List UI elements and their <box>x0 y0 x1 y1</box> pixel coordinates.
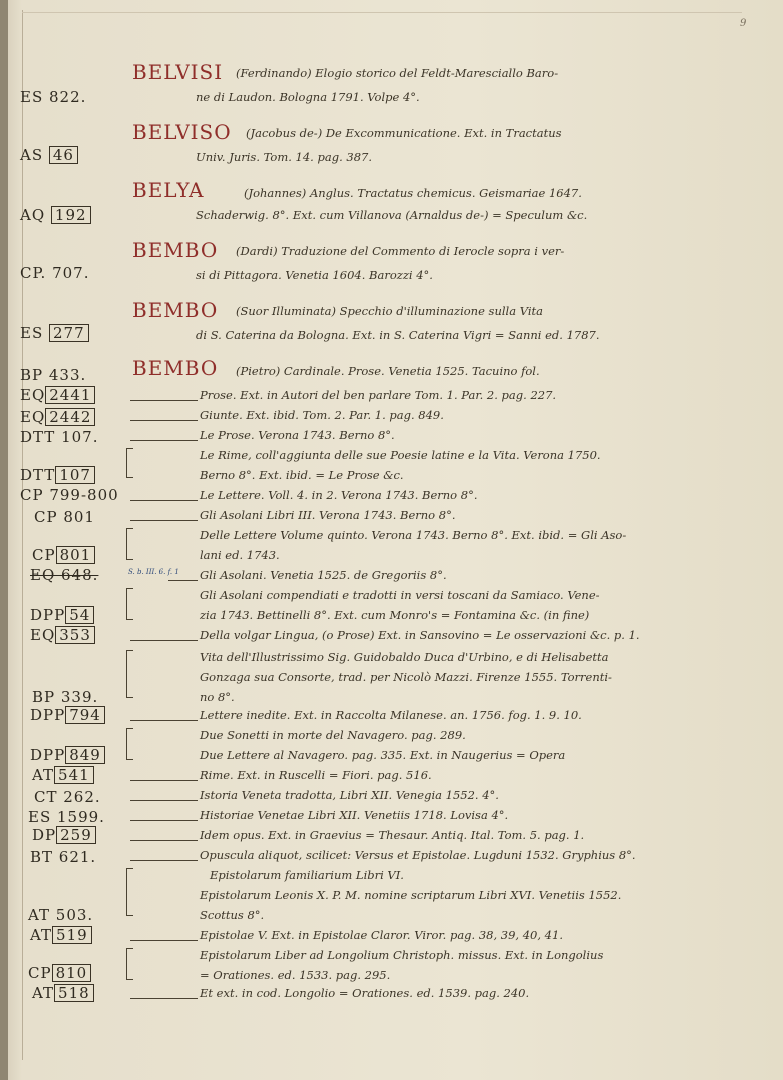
bracket <box>126 868 133 916</box>
work-line: zia 1743. Bettinelli 8°. Ext. cum Monro's = Fontamina &c. (in fine) <box>200 608 590 622</box>
shelfmark: DPP 794 <box>30 706 105 724</box>
shelfmark: BP 433. <box>20 366 87 384</box>
shelfmark: AT 541 <box>32 766 94 784</box>
shelfmark: CP. 707. <box>20 264 90 282</box>
work-line: Rime. Ext. in Ruscelli = Fiori. pag. 516. <box>200 768 432 782</box>
work-line: Epistolarum Liber ad Longolium Christoph. missus. Ext. in Longolius <box>200 948 604 962</box>
work-line: Gli Asolani compendiati e tradotti in versi toscani da Samiaco. Vene- <box>200 588 600 602</box>
bracket <box>126 448 133 478</box>
bracket <box>126 948 133 980</box>
entry-line: (Johannes) Anglus. Tractatus chemicus. Geismariae 1647. <box>244 186 582 200</box>
shelfmark: AT 503. <box>28 906 94 924</box>
ditto-rule <box>168 580 198 581</box>
work-line: Opuscula aliquot, scilicet: Versus et Epistolae. Lugduni 1532. Gryphius 8°. <box>200 848 636 862</box>
ditto-rule <box>130 998 198 999</box>
work-line: Giunte. Ext. ibid. Tom. 2. Par. 1. pag. 849. <box>200 408 444 422</box>
shelfmark: DPP 849 <box>30 746 105 764</box>
work-line: Istoria Veneta tradotta, Libri XII. Venegia 1552. 4°. <box>200 788 499 802</box>
entry-line: (Dardi) Traduzione del Commento di Ierocle sopra i ver- <box>236 244 565 258</box>
entry-heading: BEMBO <box>132 356 219 380</box>
ditto-rule <box>130 780 198 781</box>
shelfmark: EQ 353 <box>30 626 95 644</box>
work-line: Epistolae V. Ext. in Epistolae Claror. Viror. pag. 38, 39, 40, 41. <box>200 928 563 942</box>
ditto-rule <box>130 860 198 861</box>
work-line: Scottus 8°. <box>200 908 265 922</box>
shelfmark: CP 799-800 <box>20 486 119 504</box>
work-line: Lettere inedite. Ext. in Raccolta Milanese. an. 1756. fog. 1. 9. 10. <box>200 708 582 722</box>
folio-number: 9 <box>740 18 747 29</box>
shelfmark: AT 518 <box>32 984 94 1002</box>
work-line: Et ext. in cod. Longolio = Orationes. ed. 1539. pag. 240. <box>200 986 530 1000</box>
top-rule <box>22 12 742 13</box>
ditto-rule <box>130 940 198 941</box>
work-line: Della volgar Lingua, (o Prose) Ext. in Sansovino = Le osservazioni &c. p. 1. <box>200 628 640 642</box>
shelfmark: CT 262. <box>34 788 101 806</box>
work-line: Gli Asolani Libri III. Verona 1743. Berno 8°. <box>200 508 456 522</box>
entry-line: (Ferdinando) Elogio storico del Feldt-Maresciallo Baro- <box>236 66 559 80</box>
ditto-rule <box>130 840 198 841</box>
ditto-rule <box>130 400 198 401</box>
work-line: Vita dell'Illustrissimo Sig. Guidobaldo Duca d'Urbino, e di Helisabetta <box>200 650 609 664</box>
shelfmark: CP 801 <box>34 508 95 526</box>
ditto-rule <box>130 500 198 501</box>
shelfmark: DPP 54 <box>30 606 94 624</box>
pencil-note: S. b. III. 6. f. 1 <box>128 568 179 576</box>
entry-line: (Suor Illuminata) Specchio d'illuminazione sulla Vita <box>236 304 543 318</box>
work-line: Historiae Venetae Libri XII. Venetiis 1718. Lovisa 4°. <box>200 808 509 822</box>
shelfmark: EQ 2441 <box>20 386 95 404</box>
shelfmark: DTT 107. <box>20 428 99 446</box>
shelfmark: DP 259 <box>32 826 96 844</box>
shelfmark: BT 621. <box>30 848 97 866</box>
entry-heading: BEMBO <box>132 298 219 322</box>
shelfmark: CP 810 <box>28 964 91 982</box>
work-line: Le Lettere. Voll. 4. in 2. Verona 1743. Berno 8°. <box>200 488 478 502</box>
work-line: Due Lettere al Navagero. pag. 335. Ext. in Naugerius = Opera <box>200 748 566 762</box>
work-line: no 8°. <box>200 690 235 704</box>
ditto-rule <box>130 820 198 821</box>
work-line: = Orationes. ed. 1533. pag. 295. <box>200 968 391 982</box>
work-line: lani ed. 1743. <box>200 548 280 562</box>
ditto-rule <box>130 520 198 521</box>
shelfmark: AT 519 <box>30 926 92 944</box>
entry-line: (Pietro) Cardinale. Prose. Venetia 1525. Tacuino fol. <box>236 364 540 378</box>
shelfmark-struck: EQ 648. <box>30 566 99 584</box>
entry-line: di S. Caterina da Bologna. Ext. in S. Caterina Vigri = Sanni ed. 1787. <box>196 328 600 342</box>
work-line: Idem opus. Ext. in Graevius = Thesaur. Antiq. Ital. Tom. 5. pag. 1. <box>200 828 585 842</box>
entry-line: ne di Laudon. Bologna 1791. Volpe 4°. <box>196 90 420 104</box>
shelfmark: ES 1599. <box>28 808 105 826</box>
shelfmark: ES 822. <box>20 88 87 106</box>
entry-line: Schaderwig. 8°. Ext. cum Villanova (Arnaldus de-) = Speculum &c. <box>196 208 588 222</box>
entry-line: Univ. Juris. Tom. 14. pag. 387. <box>196 150 372 164</box>
work-line: Le Rime, coll'aggiunta delle sue Poesie latine e la Vita. Verona 1750. <box>200 448 601 462</box>
shelfmark: EQ 2442 <box>20 408 95 426</box>
bracket <box>126 650 133 698</box>
ditto-rule <box>130 440 198 441</box>
work-line: Prose. Ext. in Autori del ben parlare Tom. 1. Par. 2. pag. 227. <box>200 388 557 402</box>
binding-spine <box>0 0 8 1080</box>
entry-heading: BELVISI <box>132 60 224 84</box>
bracket <box>126 728 133 760</box>
shelfmark: BP 339. <box>32 688 99 706</box>
margin-rule <box>22 10 23 1060</box>
work-line: Epistolarum Leonis X. P. M. nomine scriptarum Libri XVI. Venetiis 1552. <box>200 888 622 902</box>
work-line: Due Sonetti in morte del Navagero. pag. 289. <box>200 728 466 742</box>
shelfmark: AQ 192 <box>20 206 91 224</box>
entry-heading: BELVISO <box>132 120 232 144</box>
shelfmark: ES 277 <box>20 324 89 342</box>
work-line: Gli Asolani. Venetia 1525. de Gregoriis 8°. <box>200 568 447 582</box>
entry-heading: BELYA <box>132 178 205 202</box>
entry-heading: BEMBO <box>132 238 219 262</box>
work-line: Epistolarum familiarium Libri VI. <box>210 868 404 882</box>
shelfmark: DTT 107 <box>20 466 95 484</box>
work-line: Gonzaga sua Consorte, trad. per Nicolò Mazzi. Firenze 1555. Torrenti- <box>200 670 612 684</box>
bracket <box>126 588 133 620</box>
ditto-rule <box>130 640 198 641</box>
entry-line: si di Pittagora. Venetia 1604. Barozzi 4°. <box>196 268 433 282</box>
bracket <box>126 528 133 560</box>
ditto-rule <box>130 720 198 721</box>
work-line: Delle Lettere Volume quinto. Verona 1743. Berno 8°. Ext. ibid. = Gli Aso- <box>200 528 627 542</box>
shelfmark: CP 801 <box>32 546 95 564</box>
work-line: Le Prose. Verona 1743. Berno 8°. <box>200 428 395 442</box>
work-line: Berno 8°. Ext. ibid. = Le Prose &c. <box>200 468 404 482</box>
ditto-rule <box>130 800 198 801</box>
shelfmark: AS 46 <box>20 146 78 164</box>
entry-line: (Jacobus de-) De Excommunicatione. Ext. in Tractatus <box>246 126 562 140</box>
ditto-rule <box>130 420 198 421</box>
